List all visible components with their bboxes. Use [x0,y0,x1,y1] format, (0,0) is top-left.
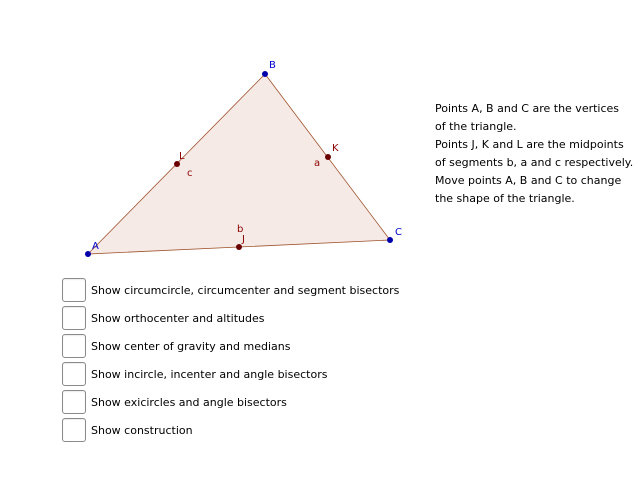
midpoint-j-label: J [242,234,245,245]
segment-c-label: c [187,168,193,179]
instructions-line: the shape of the triangle. [435,192,575,205]
orthocenter-option[interactable] [62,304,399,332]
orthocenter-checkbox[interactable] [62,306,86,330]
instructions-line: Move points A, B and C to change [435,174,622,187]
instructions-line: Points A, B and C are the vertices [435,102,620,115]
construction-option[interactable] [62,416,399,444]
excircles-option[interactable] [62,388,399,416]
construction-checkbox[interactable] [62,418,86,442]
center-of-gravity-checkbox[interactable] [62,334,86,358]
segment-b-label: b [237,224,244,235]
instructions-line: of segments b, a and c respectively. [435,156,634,169]
circumcircle-option-label[interactable]: Show circumcircle, circumcenter and segment bisectors [91,283,400,297]
vertex-c-label: C [395,227,402,238]
vertex-a[interactable] [85,251,91,257]
options-checkbox-list [62,276,399,444]
circumcircle-checkbox[interactable] [62,278,86,302]
midpoint-l-label: L [179,151,185,162]
circumcircle-option[interactable] [62,276,399,304]
midpoint-k [325,154,331,160]
vertex-b-label: B [269,60,276,71]
orthocenter-option-label[interactable]: Show orthocenter and altitudes [91,311,265,325]
excircles-checkbox[interactable] [62,390,86,414]
instructions-line: Points J, K and L are the midpoints [435,138,624,151]
segment-a-label: a [314,158,321,169]
incircle-option[interactable] [62,360,399,388]
midpoint-k-label: K [332,143,339,154]
instructions-text [435,100,635,208]
excircles-option-label[interactable]: Show exicircles and angle bisectors [91,395,287,409]
incircle-checkbox[interactable] [62,362,86,386]
instructions-line: of the triangle. [435,120,517,133]
incircle-option-label[interactable]: Show incircle, incenter and angle bisectors [91,367,328,381]
construction-option-label[interactable]: Show construction [91,423,193,437]
center-of-gravity-option-label[interactable]: Show center of gravity and medians [91,339,291,353]
vertex-b[interactable] [262,71,268,77]
vertex-c[interactable] [387,237,393,243]
center-of-gravity-option[interactable] [62,332,399,360]
vertex-a-label: A [92,241,99,252]
